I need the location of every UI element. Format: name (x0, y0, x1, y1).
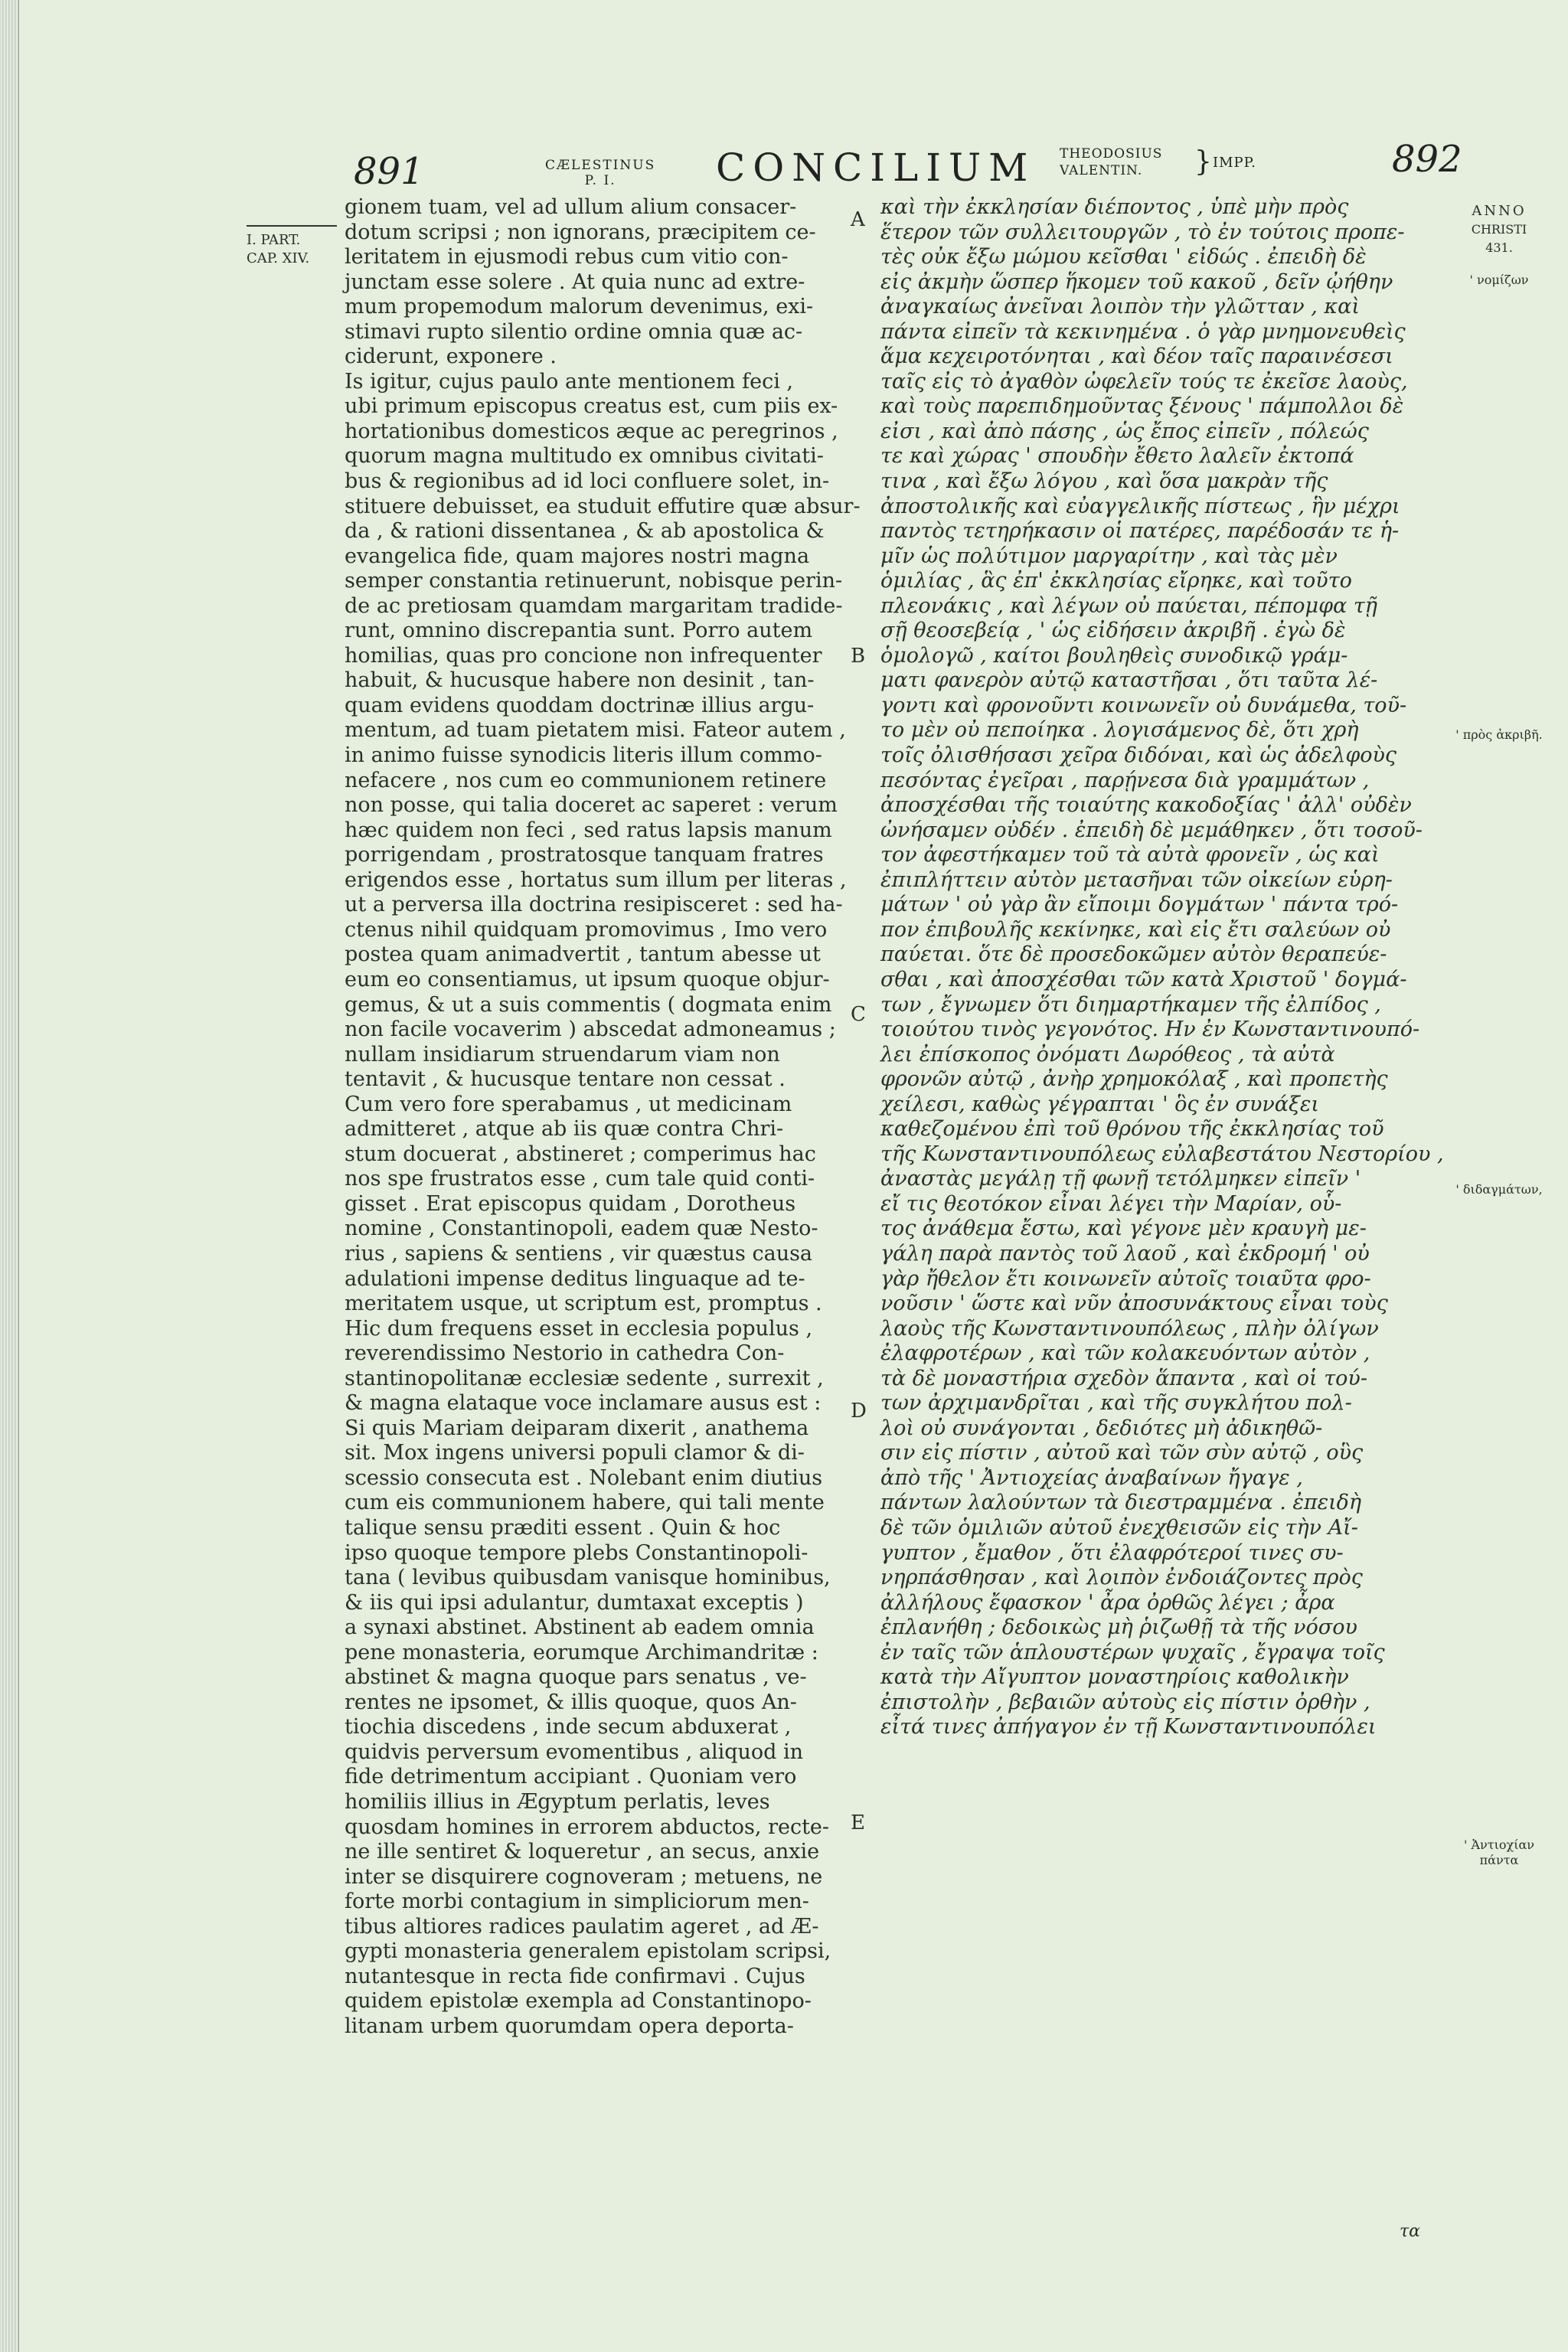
text-line: πον ἐπιβουλῆς κεκίνηκε, καὶ εἰς ἔτι σαλεύων οὐ (880, 917, 1391, 942)
text-line: habuit, & hucusque habere non desinit , tan- (345, 668, 815, 693)
text-line: gionem tuam, vel ad ullum alium consacer- (345, 195, 797, 219)
text-line: abstinet & magna quoque pars senatus , ve- (345, 1665, 807, 1690)
section-letter: E (851, 1811, 865, 1834)
text-line: τοῖς ὀλισθήσασι χεῖρα διδόναι, καὶ ὡς ἀδελφοὺς (880, 743, 1397, 768)
text-line: ut a perversa illa doctrina resipisceret : sed ha- (345, 893, 843, 917)
text-line: stituere debuisset, ea studuit effutire quæ absur- (345, 494, 861, 518)
text-line: φρονῶν αὐτῷ , ἀνὴρ χρημοκόλαξ , καὶ προπετὴς (880, 1067, 1388, 1092)
text-line: τῆς Κωνσταντινουπόλεως εὐλαβεστάτου Νεστορίου , (880, 1142, 1444, 1166)
margin-note-2: ' πρὸς ἀκριβῆ. (1455, 727, 1543, 742)
latin-column (345, 195, 861, 2039)
text-line: ἐπιστολὴν , βεβαιῶν αὐτοὺς εἰς πίστιν ὀρθὴν , (880, 1690, 1370, 1714)
celestinus-label: CÆLESTINUS (545, 158, 656, 173)
text-line: in animo fuisse synodicis literis illum commo- (345, 743, 822, 768)
text-line: τον ἀφεστήκαμεν τοῦ τὰ αὐτὰ φρονεῖν , ὡς καὶ (880, 843, 1380, 867)
margin-note-1: ' νομίζων (1469, 273, 1529, 287)
text-line: καὶ τοὺς παρεπιδημοῦντας ξένους ' πάμπολλοι δὲ (880, 394, 1404, 419)
impp-label: IMPP. (1213, 155, 1256, 171)
section-letter: B (851, 645, 866, 668)
text-line: ἀλλήλους ἔφασκον ' ἆρα ὀρθῶς λέγει ; ἆρα (880, 1590, 1335, 1615)
text-line: tana ( levibus quibusdam vanisque hominibus, (345, 1566, 831, 1590)
text-line: postea quam animadvertit , tantum abesse ut (345, 942, 821, 967)
text-line: nutantesque in recta fide confirmavi . Cujus (345, 1964, 805, 1988)
text-line: γυπτον , ἔμαθον , ὅτι ἐλαφρότεροί τινες συ- (880, 1540, 1344, 1565)
text-line: τὲς οὐκ ἔξω μώμου κεῖσθαι ' εἰδώς . ἐπειδὴ δὲ (880, 245, 1367, 270)
text-line: ipso quoque tempore plebs Constantinopoli- (345, 1540, 808, 1565)
text-line: των ἀρχιμανδρῖται , καὶ τῆς συγκλήτου πολ- (880, 1391, 1352, 1416)
text-line: Hic dum frequens esset in ecclesia populus , (345, 1316, 813, 1341)
text-line: eum eo consentiamus, ut ipsum quoque objur- (345, 967, 830, 991)
text-line: mum propemodum malorum devenimus, exi- (345, 295, 814, 319)
text-line: nos spe frustratos esse , cum tale quid conti- (345, 1167, 815, 1191)
section-letter: A (851, 208, 865, 231)
text-line: χείλεσι, καθὼς γέγραπται ' ὃς ἐν συνάξει (880, 1092, 1319, 1116)
greek-column (880, 195, 1443, 1740)
text-line: τοιούτου τινὸς γεγονότος. Ην ἐν Κωνσταντινουπό- (880, 1018, 1420, 1042)
text-line: μάτων ' οὐ γὰρ ἂν εἴποιμι δογμάτων ' πάντα τρό- (880, 893, 1399, 917)
text-line: inter se disquirere cognoveram ; metuens, ne (345, 1864, 823, 1889)
text-line: νηρπάσθησαν , καὶ λοιπὸν ἐνδοιάζοντες πρὸς (880, 1566, 1363, 1590)
text-line: semper constantia retinuerunt, nobisque perin- (345, 569, 843, 593)
text-line: ὁμολογῶ , καίτοι βουληθεὶς συνοδικῷ γράμ- (880, 643, 1348, 668)
text-line: ἀναστὰς μεγάλῃ τῇ φωνῇ τετόλμηκεν εἰπεῖν ' (880, 1167, 1361, 1191)
text-line: γοντι καὶ φρονοῦντι κοινωνεῖν οὐ δυνάμεθα, τοῦ- (880, 693, 1407, 717)
text-line: tiochia discedens , inde secum abduxerat , (345, 1715, 792, 1740)
text-line: καθεζομένου ἐπὶ τοῦ θρόνου τῆς ἐκκλησίας τοῦ (880, 1117, 1384, 1142)
text-line: ματι φανερὸν αὐτῷ καταστῆσαι , ὅτι ταῦτα λέ- (880, 668, 1378, 693)
text-line: ἐπλανήθη ; δεδοικὼς μὴ ῥιζωθῇ τὰ τῆς νόσου (880, 1615, 1357, 1640)
text-line: γάλη παρὰ παντὸς τοῦ λαοῦ , καὶ ἐκδρομή ' οὐ (880, 1241, 1370, 1266)
right-margin-notes (1446, 202, 1553, 1867)
running-head-title: CONCILIUM (716, 145, 1036, 190)
text-line: ἕτερον τῶν συλλειτουργῶν , τὸ ἐν τούτοις προπε- (880, 220, 1405, 244)
year-label: 431. (1485, 240, 1513, 255)
running-head-emperors (1060, 145, 1256, 179)
celestinus-sub: P. I. (584, 173, 616, 188)
text-line: tibus altiores radices paulatim ageret , ad Æ- (345, 1914, 819, 1939)
text-line: homilias, quas pro concione non infrequenter (345, 643, 822, 668)
text-line: γὰρ ἤθελον ἔτι κοινωνεῖν αὐτοῖς τοιαῦτα φρο- (880, 1266, 1371, 1291)
brace-glyph: } (1194, 146, 1213, 178)
text-line: meritatem usque, ut scriptum est, promptus . (345, 1292, 822, 1316)
emperor-theodosius: THEODOSIUS (1060, 146, 1163, 162)
text-line: runt, omnino discrepantia sunt. Porro autem (345, 619, 813, 643)
text-line: stantinopolitanæ ecclesiæ sedente , surrexit , (345, 1366, 824, 1390)
text-line: quidvis perversum evomentibus , aliquod in (345, 1740, 804, 1764)
text-line: litanam urbem quorumdam opera deporta- (345, 2014, 794, 2038)
text-line: νοῦσιν ' ὥστε καὶ νῦν ἀποσυνάκτους εἶναι τοὺς (880, 1292, 1388, 1316)
margin-note-3: ' διδαγμάτων, (1455, 1182, 1543, 1197)
text-line: & iis qui ipsi adulantur, dumtaxat exceptis ) (345, 1590, 804, 1615)
text-line: non posse, qui talia doceret ac saperet : verum (345, 793, 838, 818)
text-line: nomine , Constantinopoli, eadem quæ Nesto- (345, 1217, 818, 1241)
text-line: nefacere , nos cum eo communionem retinere (345, 768, 827, 792)
text-line: ὁμιλίας , ἃς ἐπ' ἐκκλησίας εἴρηκε, καὶ τοῦτο (880, 569, 1352, 593)
text-line: junctam esse solere . At quia nunc ad extre- (345, 270, 805, 294)
text-line: λει ἐπίσκοπος ὀνόματι Δωρόθεος , τὰ αὐτὰ (880, 1042, 1335, 1067)
text-line: talique sensu præditi essent . Quin & hoc (345, 1515, 781, 1540)
text-line: gemus, & ut a suis commentis ( dogmata enim (345, 992, 832, 1017)
text-line: gypti monasteria generalem epistolam scripsi, (345, 1939, 831, 1964)
text-line: homiliis illius in Ægyptum perlatis, leves (345, 1790, 770, 1814)
text-line: evangelica fide, quam majores nostri magna (345, 544, 810, 568)
text-line: ἀναγκαίως ἀνεῖναι λοιπὸν τὴν γλῶτταν , καὶ (880, 295, 1360, 319)
text-line: tentavit , & hucusque tentare non cessat . (345, 1067, 786, 1092)
text-line: ctenus nihil quidquam promovimus , Imo vero (345, 917, 828, 942)
text-line: ταῖς εἰς τὸ ἀγαθὸν ὠφελεῖν τούς τε ἐκεῖσε λαοὺς, (880, 369, 1408, 394)
text-line: Si quis Mariam deiparam dixerit , anathema (345, 1416, 809, 1440)
text-line: da , & rationi dissentanea , & ab apostolica & (345, 519, 825, 544)
text-line: quorum magna multitudo ex omnibus civitati- (345, 444, 824, 469)
text-line: sit. Mox ingens universi populi clamor & di- (345, 1441, 805, 1465)
text-line: το μὲν οὐ πεποίηκα . λογισάμενος δὲ, ὅτι χρὴ (880, 718, 1359, 743)
text-line: ἅμα κεχειροτόνηται , καὶ δέον ταῖς παραινέσεσι (880, 345, 1393, 369)
text-line: cum eis communionem habere, qui tali mente (345, 1491, 825, 1515)
text-line: dotum scripsi ; non ignorans, præcipitem ce- (345, 220, 816, 244)
text-line: scessio consecuta est . Nolebant enim diutius (345, 1465, 823, 1490)
emperor-valentinian: VALENTIN. (1060, 163, 1143, 178)
part-label: I. PART. (247, 232, 301, 248)
text-line: leritatem in ejusmodi rebus cum vitio con- (345, 245, 789, 270)
text-line: forte morbi contagium in simpliciorum men- (345, 1890, 809, 1914)
anno-label: ANNO (1472, 203, 1527, 219)
text-line: de ac pretiosam quamdam margaritam tradide- (345, 593, 843, 618)
text-line: & magna elataque voce inclamare ausus est : (345, 1391, 822, 1416)
text-line: τος ἀνάθεμα ἔστω, καὶ γέγονε μὲν κραυγὴ με- (880, 1217, 1367, 1241)
text-line: καὶ τὴν ἐκκλησίαν διέποντος , ὑπὲ μὴν πρὸς (880, 195, 1349, 219)
text-line: rius , sapiens & sentiens , vir quæstus causa (345, 1241, 813, 1266)
christi-label: CHRISTI (1471, 222, 1527, 237)
catchword: τα (1400, 2222, 1421, 2241)
text-line: fide detrimentum accipiant . Quoniam vero (345, 1765, 797, 1789)
text-line: ἐλαφροτέρων , καὶ τῶν κολακευόντων αὐτὸν , (880, 1341, 1370, 1366)
text-line: λαοὺς τῆς Κωνσταντινουπόλεως , πλὴν ὀλίγων (880, 1316, 1379, 1341)
running-head-celestinus (545, 158, 655, 188)
text-line: Cum vero fore sperabamus , ut medicinam (345, 1092, 792, 1116)
text-line: τινα , καὶ ἔξω λόγου , καὶ ὅσα μακρὰν τῆς (880, 469, 1328, 494)
text-line: quam evidens quoddam doctrinæ illius argu- (345, 693, 815, 717)
text-line: ἀπὸ τῆς ' Ἀντιοχείας ἀναβαίνων ἤγαγε , (880, 1465, 1303, 1490)
text-line: των , ἔγνωμεν ὅτι διημαρτήκαμεν τῆς ἐλπίδος , (880, 992, 1381, 1017)
text-line: εἶτά τινες ἀπήγαγον ἐν τῇ Κωνσταντινουπόλει (880, 1715, 1377, 1740)
margin-note-4: ' Ἀντιοχίαν πάντα (1463, 1838, 1535, 1867)
text-line: σιν εἰς πίστιν , αὐτοῦ καὶ τῶν σὺν αὐτῷ , οὓς (880, 1441, 1364, 1465)
text-line: hæc quidem non feci , sed ratus lapsis manum (345, 818, 832, 842)
text-line: adulationi impense deditus linguaque ad te- (345, 1266, 805, 1291)
text-line: πάντων λαλούντων τὰ διεστραμμένα . ἐπειδὴ (880, 1491, 1362, 1515)
text-line: πεσόντας ἐγεῖραι , παρῄνεσα διὰ γραμμάτων , (880, 768, 1370, 792)
page-number-left: 891 (354, 150, 424, 193)
section-letter: C (851, 1003, 866, 1026)
text-line: ne ille sentiret & loqueretur , an secus, anxie (345, 1840, 820, 1864)
text-line: stum docuerat , abstineret ; comperimus hac (345, 1142, 816, 1166)
text-line: Is igitur, cujus paulo ante mentionem feci , (345, 369, 794, 394)
text-line: gisset . Erat episcopus quidam , Dorotheus (345, 1191, 796, 1216)
text-line: ἀποστολικῆς καὶ εὐαγγελικῆς πίστεως , ἣν μέχρι (880, 494, 1400, 518)
text-line: παντὸς τετηρήκασιν οἱ πατέρες, παρέδοσάν τε ἡ- (880, 519, 1400, 544)
text-line: ciderunt, exponere . (345, 345, 557, 369)
text-line: κατὰ τὴν Αἴγυπτον μοναστηρίοις καθολικὴν (880, 1665, 1349, 1690)
section-letter: D (851, 1400, 867, 1423)
text-line: porrigendam , prostratosque tanquam fratres (345, 843, 824, 867)
text-line: σθαι , καὶ ἀποσχέσθαι τῶν κατὰ Χριστοῦ ' δογμά- (880, 967, 1407, 991)
text-line: quidem epistolæ exempla ad Constantinopo- (345, 1989, 812, 2014)
text-line: ἀποσχέσθαι τῆς τοιαύτης κακοδοξίας ' ἀλλ' οὐδὲν (880, 793, 1412, 818)
text-line: hortationibus domesticos æque ac peregrinos , (345, 419, 838, 443)
text-line: τὰ δὲ μοναστήρια σχεδὸν ἅπαντα , καὶ οἱ τού- (880, 1366, 1367, 1390)
chapter-label: CAP. XIV. (247, 250, 310, 266)
text-line: admitteret , atque ab iis quæ contra Chri- (345, 1117, 784, 1142)
text-line: erigendos esse , hortatus sum illum per literas , (345, 867, 847, 892)
text-line: stimavi rupto silentio ordine omnia quæ ac- (345, 319, 803, 344)
text-line: παύεται. ὅτε δὲ προσεδοκῶμεν αὐτὸν θεραπεύε- (880, 942, 1387, 967)
left-margin-note (247, 225, 355, 268)
text-line: a synaxi abstinet. Abstinent ab eadem omnia (345, 1615, 815, 1640)
text-line: δὲ τῶν ὁμιλιῶν αὐτοῦ ἐνεχθεισῶν εἰς τὴν Αἴ- (880, 1515, 1358, 1540)
text-line: εἴ τις θεοτόκον εἶναι λέγει τὴν Μαρίαν, οὗ- (880, 1191, 1342, 1216)
text-line: non facile vocaverim ) abscedat admoneamus ; (345, 1018, 836, 1042)
text-line: εἰς ἀκμὴν ὥσπερ ἥκομεν τοῦ κακοῦ , δεῖν ᾠήθην (880, 270, 1393, 294)
book-edge (0, 0, 19, 2352)
text-line: ὠνήσαμεν οὐδέν . ἐπειδὴ δὲ μεμάθηκεν , ὅτι τοσοῦ- (880, 818, 1423, 842)
text-line: πάντα εἰπεῖν τὰ κεκινημένα . ὁ γὰρ μνημονευθεὶς (880, 319, 1406, 344)
text-line: λοὶ οὐ συνάγονται , δεδιότες μὴ ἀδικηθῶ- (880, 1416, 1323, 1440)
text-line: τε καὶ χώρας ' σπουδὴν ἔθετο λαλεῖν ἐκτοπά (880, 444, 1354, 469)
text-line: ἐν ταῖς τῶν ἁπλουστέρων ψυχαῖς , ἔγραψα τοῖς (880, 1640, 1385, 1664)
text-line: nullam insidiarum struendarum viam non (345, 1042, 780, 1067)
text-line: pene monasteria, eorumque Archimandritæ : (345, 1640, 818, 1664)
text-line: bus & regionibus ad id loci confluere solet, in- (345, 469, 830, 494)
margin-rule (247, 225, 337, 227)
text-line: πλεονάκις , καὶ λέγων οὐ παύεται, πέπομφα τῇ (880, 593, 1377, 618)
text-line: reverendissimo Nestorio in cathedra Con- (345, 1341, 785, 1366)
text-line: ἐπιπλήττειν αὐτὸν μετασῆναι τῶν οἰκείων εὑρη- (880, 867, 1393, 892)
text-line: σῇ θεοσεβείᾳ , ' ὡς εἰδήσειν ἀκριβῆ . ἐγὼ δὲ (880, 619, 1346, 643)
text-line: quosdam homines in errorem abductos, recte- (345, 1815, 830, 1839)
text-line: mentum, ad tuam pietatem misi. Fateor autem , (345, 718, 846, 743)
text-line: μῖν ὡς πολύτιμον μαργαρίτην , καὶ τὰς μὲν (880, 544, 1338, 568)
text-line: ubi primum episcopus creatus est, cum piis ex- (345, 394, 838, 419)
page-number-right: 892 (1392, 138, 1462, 181)
text-line: εἰσι , καὶ ἀπὸ πάσης , ὡς ἔπος εἰπεῖν , πόλεώς (880, 419, 1369, 443)
text-line: rentes ne ipsomet, & illis quoque, quos An- (345, 1690, 797, 1714)
